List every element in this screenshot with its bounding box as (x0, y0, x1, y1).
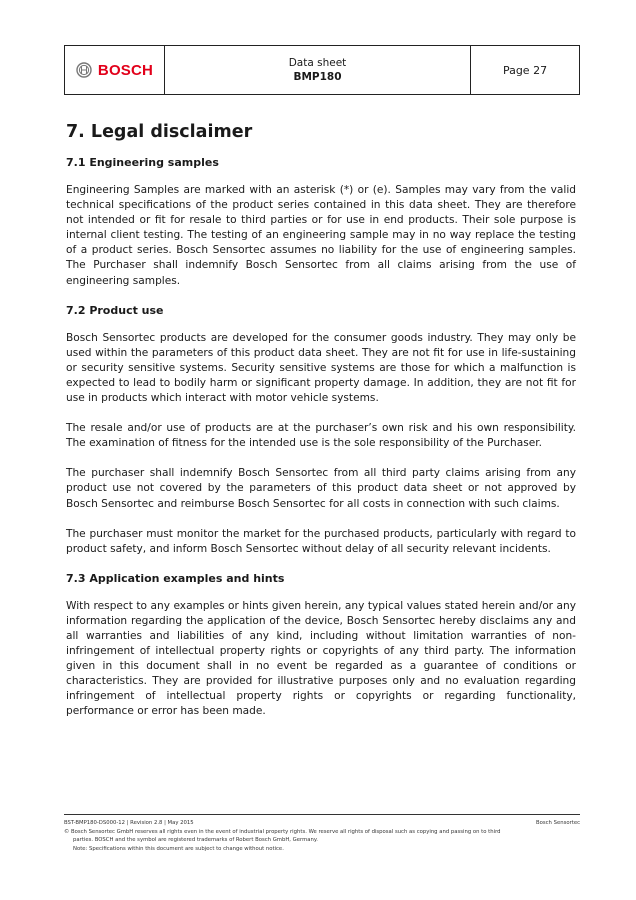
trademark-line: parties. BOSCH and the symbol are registered trademarks of Robert Bosch GmbH, Germany. (73, 837, 318, 844)
paragraph: The resale and/or use of products are at the purchaser’s own risk and his own responsibility. The examination of fitness for the intended use is the sole responsibility of the Purchaser. (66, 422, 576, 450)
page-header (64, 45, 580, 95)
section-title: 7. Legal disclaimer (66, 122, 253, 142)
company-name: Bosch Sensortec (536, 820, 580, 826)
doc-type: Data sheet (288, 57, 347, 69)
section-heading: 7.2 Product use (66, 303, 164, 317)
specification-note: Note: Specifications within this document are subject to change without notice. (73, 845, 284, 852)
section-product-use (66, 304, 576, 557)
section-application-examples (66, 572, 576, 720)
document-title-cell (165, 46, 471, 94)
footer-top-row (64, 819, 580, 828)
paragraph: With respect to any examples or hints given herein, any typical values stated herein and/or any information regarding the application of the device, Bosch Sensortec hereby disclaims any and all warranties and liabilities of any kind, including without limitation warranties of non-infringement of intellectual property rights or copyrights of any third party. The information given in this document shall in no event be regarded as a guarantee of conditions or characteristics. They are provided for illustrative purposes only and no evaluation regarding infringement of intellectual property rights or copyrights or regarding functionality, performance or error has been made. (66, 599, 576, 718)
section-heading: 7.3 Application examples and hints (66, 571, 285, 585)
paragraph: Engineering Samples are marked with an asterisk (*) or (e). Samples may vary from the valid technical specifications of the product series contained in this data sheet. They are therefore not intended or fit for resale to third parties or for use in end products. Their sole purpose is internal client testing. The testing of an engineering sample may in no way replace the testing of a product series. Bosch Sensortec assumes no liability for the use of engineering samples. The Purchaser shall indemnify Bosch Sensortec from all claims arising from the use of engineering samples. (66, 184, 576, 287)
paragraph: The purchaser shall indemnify Bosch Sensortec from all third party claims arising from any product use not covered by the parameters of this product data sheet or not approved by Bosch Sensortec and reimburse Bosch Sensortec for all costs in connection with such claims. (66, 467, 576, 510)
page-footer (64, 814, 580, 853)
paragraph: The purchaser must monitor the market for the purchased products, particularly with regard to product safety, and inform Bosch Sensortec without delay of all security relevant incidents. (66, 527, 576, 555)
page-number-cell (471, 46, 579, 94)
document-body (66, 122, 576, 735)
copyright-line: © Bosch Sensortec GmbH reserves all rights even in the event of industrial property rights. We reserve all rights of disposal such as copying and passing on to third (64, 828, 501, 835)
logo-cell (65, 46, 165, 94)
section-heading: 7.1 Engineering samples (66, 156, 219, 169)
page-number: Page 27 (502, 63, 548, 77)
product-name: BMP180 (293, 71, 342, 83)
section-engineering-samples (66, 156, 576, 289)
paragraph: Bosch Sensortec products are developed for the consumer goods industry. They may only be used within the parameters of this product data sheet. They are not fit for use in life-sustaining or security sensitive systems. Security sensitive systems are those for which a malfunction is expected to lead to bodily harm or significant property damage. In addition, they are not fit for use in products which interact with motor vehicle systems. (66, 331, 576, 405)
bosch-armature-icon (76, 62, 92, 78)
document-id: BST-BMP180-DS000-12 | Revision 2.8 | May 2015 (64, 820, 194, 826)
bosch-logo: BOSCH (97, 61, 154, 79)
